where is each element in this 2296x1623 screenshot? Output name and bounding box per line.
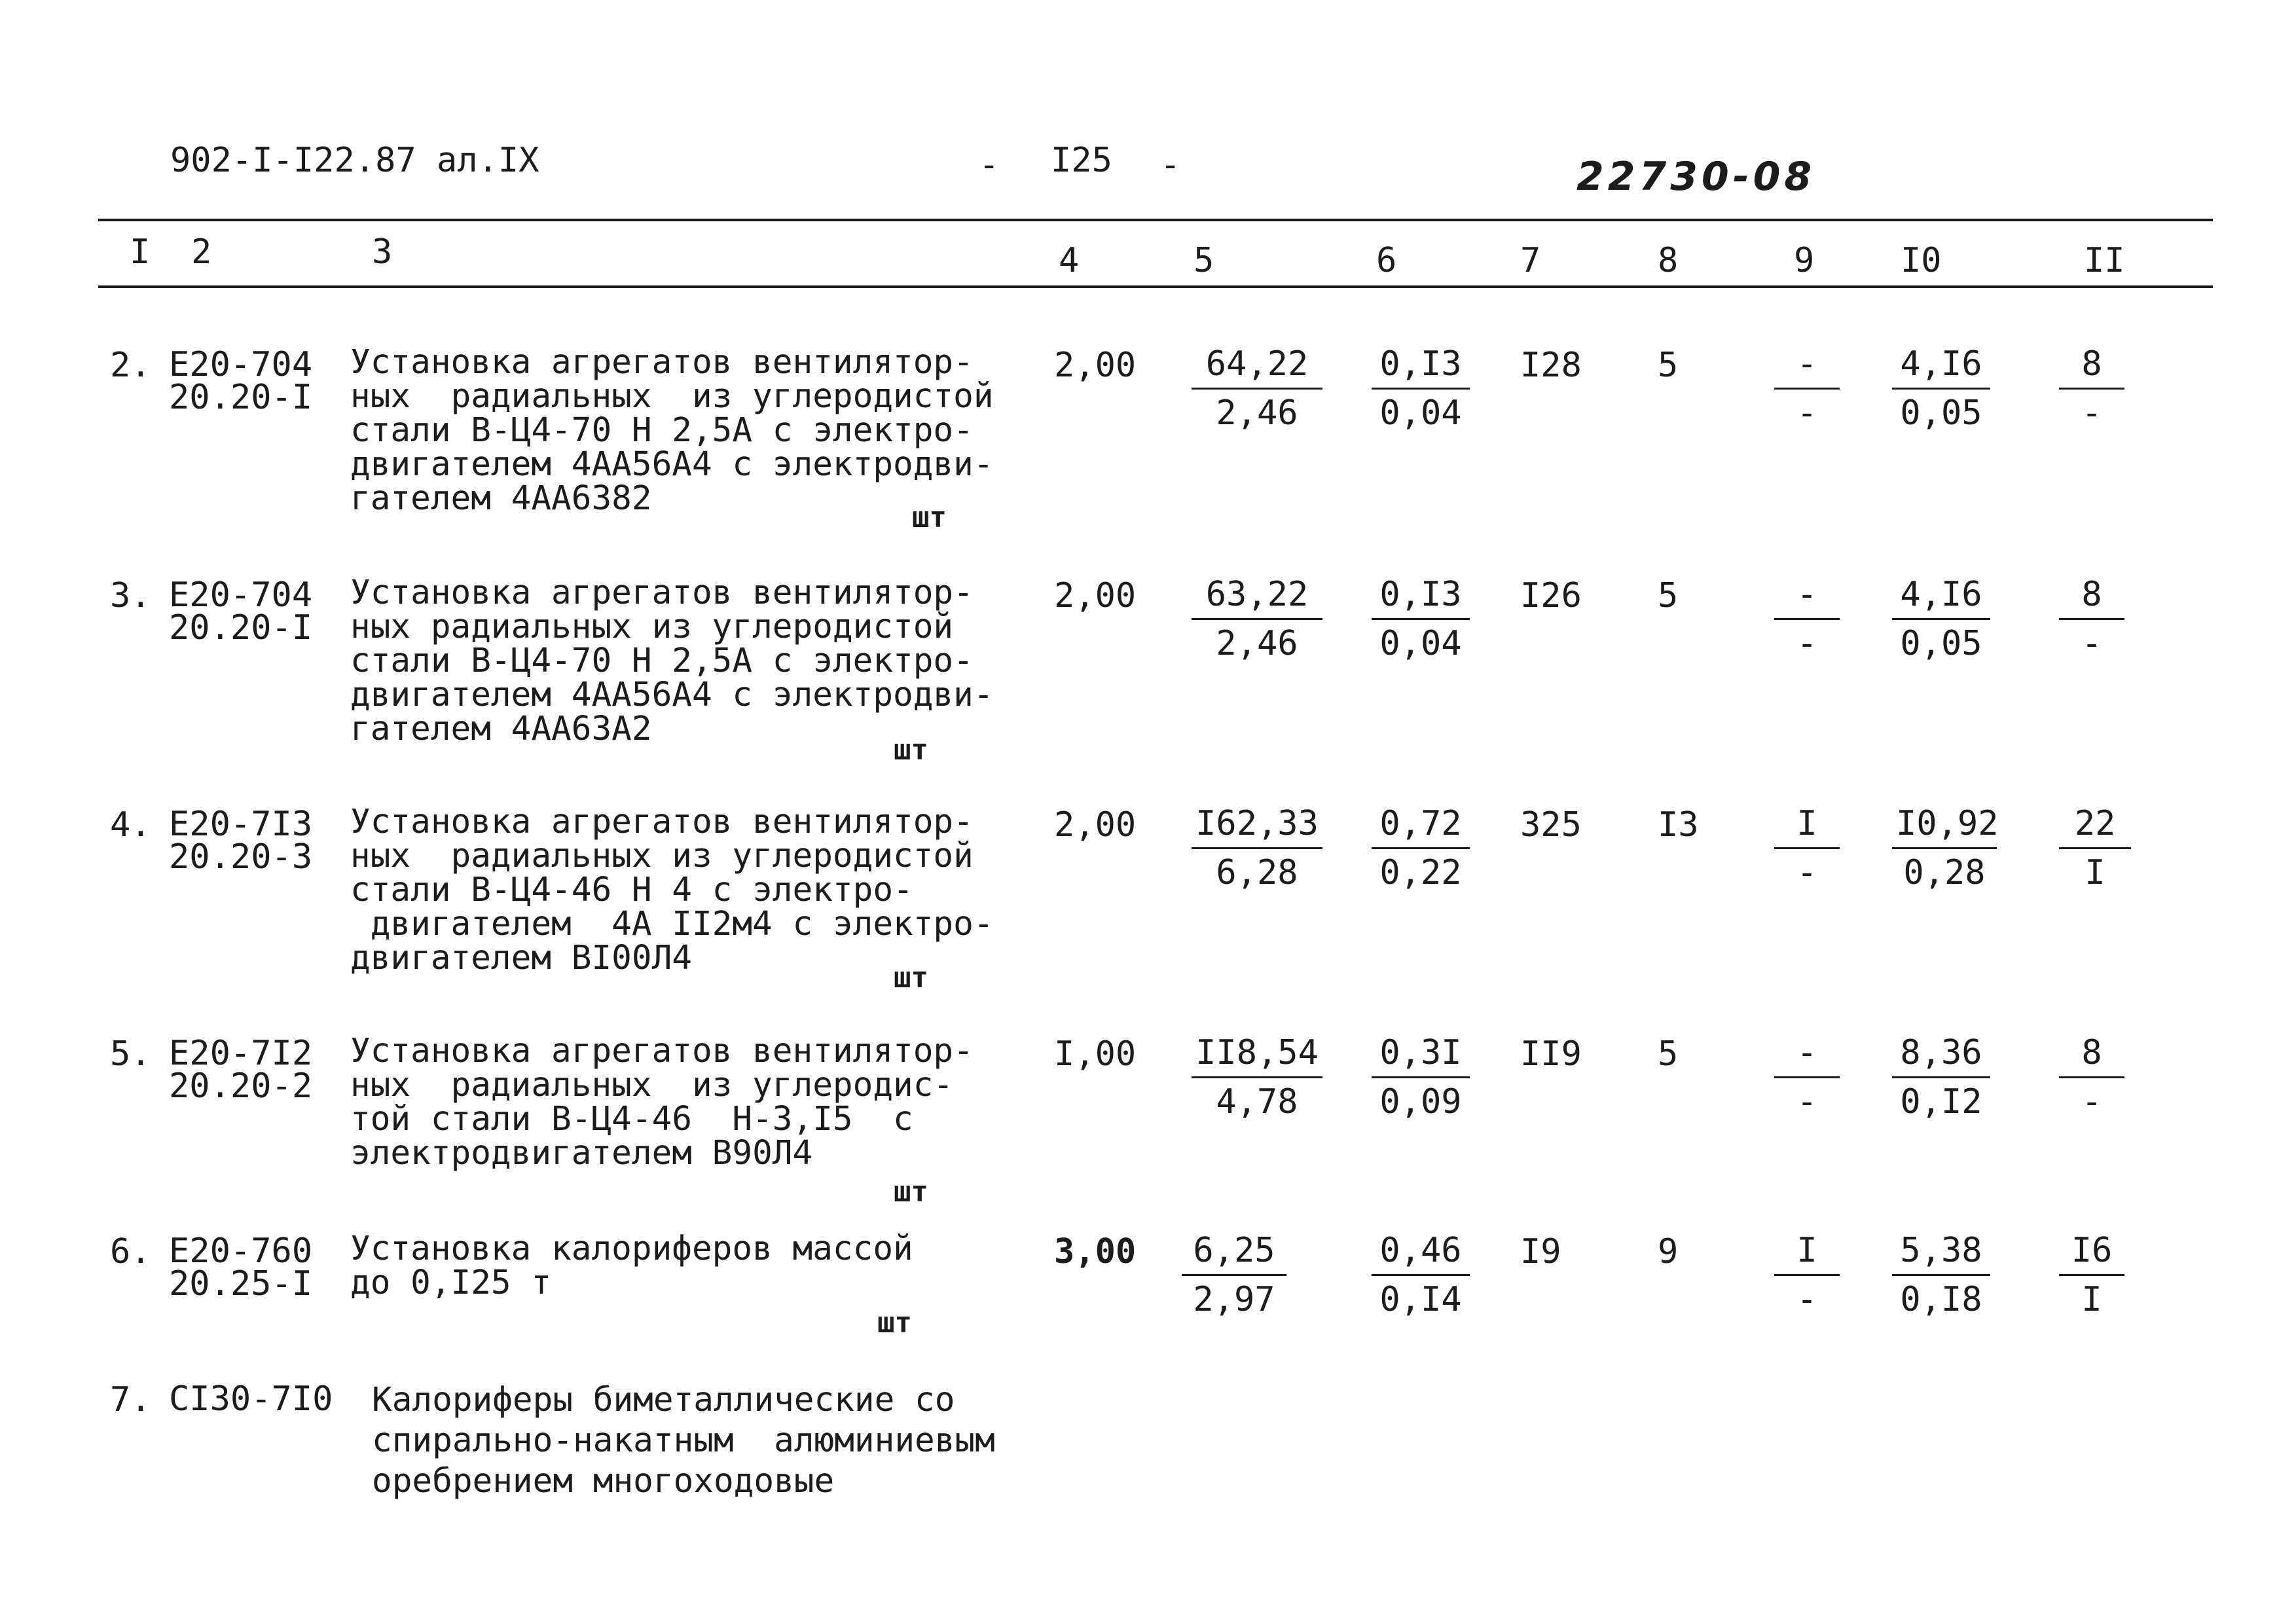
- fraction-top: II8,54: [1192, 1029, 1322, 1078]
- row-quantity: 2,00: [1054, 346, 1137, 385]
- fraction-top: I: [1774, 1227, 1840, 1276]
- fraction-top: 5,38: [1892, 1227, 1990, 1276]
- row-col5-fraction: [1192, 571, 1322, 667]
- table-header-rule: [98, 285, 2213, 288]
- col-header-6: 6: [1376, 241, 1397, 280]
- fraction-bottom: -: [1796, 853, 1817, 892]
- row-col6-fraction: [1372, 340, 1470, 437]
- row-code-primary: E20-760: [169, 1231, 313, 1271]
- col-header-2: 2: [191, 232, 212, 272]
- row-col6-fraction: [1372, 571, 1470, 667]
- col-header-11: II: [2084, 241, 2125, 280]
- fraction-bottom: 6,28: [1216, 853, 1298, 892]
- row-col7-value: I9: [1520, 1232, 1561, 1271]
- fraction-top: I: [1774, 800, 1840, 849]
- fraction-top: 8,36: [1892, 1029, 1990, 1078]
- row-unit: шт: [912, 501, 947, 534]
- row-code-secondary: 20.20-I: [169, 608, 313, 647]
- row-quantity: 3,00: [1054, 1232, 1137, 1271]
- fraction-bottom: -: [1796, 1082, 1817, 1122]
- fraction-top: 8: [2059, 340, 2124, 390]
- col-header-8: 8: [1658, 241, 1679, 280]
- row-col8-value: 9: [1658, 1232, 1679, 1271]
- row-number: 6.: [110, 1232, 151, 1271]
- row-col7-value: I26: [1520, 576, 1582, 615]
- fraction-top: -: [1774, 571, 1840, 620]
- fraction-bottom: 2,46: [1216, 624, 1298, 663]
- col-header-9: 9: [1794, 241, 1815, 280]
- table-top-rule: [98, 219, 2213, 221]
- fraction-top: -: [1774, 340, 1840, 390]
- fraction-top: 0,I3: [1372, 571, 1470, 620]
- row-col7-value: I28: [1520, 346, 1582, 385]
- row-col9-fraction: [1774, 1029, 1840, 1125]
- fraction-top: 63,22: [1192, 571, 1322, 620]
- row-number: 3.: [110, 576, 151, 615]
- row-col5-fraction: [1192, 800, 1322, 896]
- row-code-primary: CI30-7I0: [169, 1379, 333, 1419]
- row-col11-fraction: [2059, 1029, 2124, 1125]
- col-header-3: 3: [372, 232, 393, 272]
- col-header-5: 5: [1194, 241, 1214, 280]
- row-col9-fraction: [1774, 800, 1840, 896]
- row-code-secondary: 20.25-I: [169, 1264, 313, 1304]
- row-quantity: 2,00: [1054, 805, 1137, 845]
- page-number: I25: [1051, 141, 1112, 180]
- fraction-top: 8: [2059, 571, 2124, 620]
- row-code-primary: E20-7I2: [169, 1034, 313, 1073]
- row-code-secondary: 20.20-I: [169, 378, 313, 417]
- fraction-bottom: 0,09: [1379, 1082, 1462, 1122]
- row-number: 2.: [110, 346, 151, 385]
- fraction-bottom: -: [2081, 1082, 2102, 1122]
- row-col6-fraction: [1372, 800, 1470, 896]
- fraction-bottom: -: [1796, 624, 1817, 663]
- fraction-bottom: I: [2085, 853, 2105, 892]
- fraction-bottom: 0,05: [1900, 624, 1982, 663]
- row-col5-fraction: [1192, 1029, 1322, 1125]
- fraction-top: 64,22: [1192, 340, 1322, 390]
- fraction-bottom: -: [2081, 624, 2102, 663]
- fraction-top: 22: [2059, 800, 2131, 849]
- col-header-7: 7: [1520, 241, 1541, 280]
- row-col10-fraction: [1892, 571, 1990, 667]
- row-number: 7.: [110, 1380, 151, 1419]
- col-header-1: I: [130, 232, 151, 272]
- row-description: Установка калориферов массой до 0,I25 т: [350, 1230, 913, 1302]
- fraction-bottom: 0,05: [1900, 393, 1982, 433]
- row-description: Калориферы биметаллические со спирально-накатным алюминиевым оребрением многоходовые: [372, 1381, 995, 1501]
- fraction-bottom: 0,I4: [1379, 1280, 1462, 1319]
- row-col7-value: 325: [1520, 805, 1582, 845]
- row-number: 5.: [110, 1034, 151, 1074]
- fraction-bottom: 2,46: [1216, 393, 1298, 433]
- row-col6-fraction: [1372, 1029, 1470, 1125]
- fraction-top: I62,33: [1192, 800, 1322, 849]
- page-dash-left: -: [979, 145, 1000, 185]
- row-unit: шт: [894, 961, 928, 994]
- fraction-bottom: 0,I8: [1900, 1280, 1982, 1319]
- fraction-bottom: -: [1796, 393, 1817, 433]
- row-col5-fraction: [1182, 1227, 1286, 1323]
- fraction-top: 0,I3: [1372, 340, 1470, 390]
- row-code-secondary: 20.20-2: [169, 1067, 313, 1106]
- archive-code: 22730-08: [1576, 154, 1816, 200]
- row-col10-fraction: [1892, 800, 1997, 896]
- fraction-bottom: 0,04: [1379, 624, 1462, 663]
- page-dash-right: -: [1160, 145, 1181, 185]
- col-header-4: 4: [1059, 241, 1080, 280]
- row-col10-fraction: [1892, 340, 1990, 437]
- row-col5-fraction: [1192, 340, 1322, 437]
- fraction-bottom: 0,22: [1379, 853, 1462, 892]
- row-description: Установка агрегатов вентилятор- ных радиальных из углеродистой стали В-Ц4-70 Н 2,5А с электро- двигателем 4АА56А4 с электродви- гателем 4АА6382: [350, 343, 994, 518]
- row-quantity: 2,00: [1054, 576, 1137, 615]
- row-number: 4.: [110, 805, 151, 845]
- row-col6-fraction: [1372, 1227, 1470, 1323]
- row-description: Установка агрегатов вентилятор- ных радиальных из углеродистой стали В-Ц4-46 Н 4 с электро- двигателем 4А II2м4 с электро- двигателем ВI00Л4: [350, 803, 994, 977]
- row-col11-fraction: [2059, 800, 2131, 896]
- fraction-top: I6: [2059, 1227, 2124, 1276]
- row-col9-fraction: [1774, 1227, 1840, 1323]
- row-col11-fraction: [2059, 1227, 2124, 1323]
- fraction-bottom: 0,28: [1903, 853, 1986, 892]
- row-col7-value: II9: [1520, 1034, 1582, 1074]
- row-col11-fraction: [2059, 571, 2124, 667]
- row-code-primary: E20-704: [169, 345, 313, 384]
- fraction-top: 0,3I: [1372, 1029, 1470, 1078]
- fraction-top: 6,25: [1182, 1227, 1286, 1276]
- row-col10-fraction: [1892, 1029, 1990, 1125]
- fraction-bottom: -: [2081, 393, 2102, 433]
- fraction-bottom: I: [2081, 1280, 2102, 1319]
- row-col8-value: I3: [1658, 805, 1699, 845]
- row-col10-fraction: [1892, 1227, 1990, 1323]
- fraction-top: 0,72: [1372, 800, 1470, 849]
- fraction-top: 8: [2059, 1029, 2124, 1078]
- fraction-top: 0,46: [1372, 1227, 1470, 1276]
- fraction-top: -: [1774, 1029, 1840, 1078]
- fraction-bottom: 2,97: [1193, 1280, 1275, 1319]
- row-col8-value: 5: [1658, 346, 1679, 385]
- row-code-primary: E20-7I3: [169, 805, 313, 844]
- col-header-10: I0: [1901, 241, 1942, 280]
- fraction-bottom: 0,04: [1379, 393, 1462, 433]
- row-unit: шт: [894, 1175, 928, 1209]
- fraction-top: 4,I6: [1892, 571, 1990, 620]
- row-quantity: I,00: [1054, 1034, 1137, 1074]
- row-code-secondary: 20.20-3: [169, 837, 313, 877]
- row-unit: шт: [894, 733, 928, 767]
- row-description: Установка агрегатов вентилятор- ных радиальных из углеродис- той стали В-Ц4-46 Н-3,I5 с электродвигателем В90Л4: [350, 1032, 974, 1173]
- fraction-bottom: 4,78: [1216, 1082, 1298, 1122]
- row-col8-value: 5: [1658, 576, 1679, 615]
- row-description: Установка агрегатов вентилятор- ных радиальных из углеродистой стали В-Ц4-70 Н 2,5А с электро- двигателем 4АА56А4 с электродви- гателем 4АА63А2: [350, 574, 994, 748]
- fraction-top: 4,I6: [1892, 340, 1990, 390]
- row-col9-fraction: [1774, 571, 1840, 667]
- row-col9-fraction: [1774, 340, 1840, 437]
- row-col8-value: 5: [1658, 1034, 1679, 1074]
- row-code-primary: E20-704: [169, 575, 313, 615]
- fraction-top: I0,92: [1892, 800, 1997, 849]
- fraction-bottom: -: [1796, 1280, 1817, 1319]
- document-number: 902-I-I22.87 ал.IX: [170, 141, 539, 180]
- row-unit: шт: [877, 1306, 912, 1340]
- fraction-bottom: 0,I2: [1900, 1082, 1982, 1122]
- row-col11-fraction: [2059, 340, 2124, 437]
